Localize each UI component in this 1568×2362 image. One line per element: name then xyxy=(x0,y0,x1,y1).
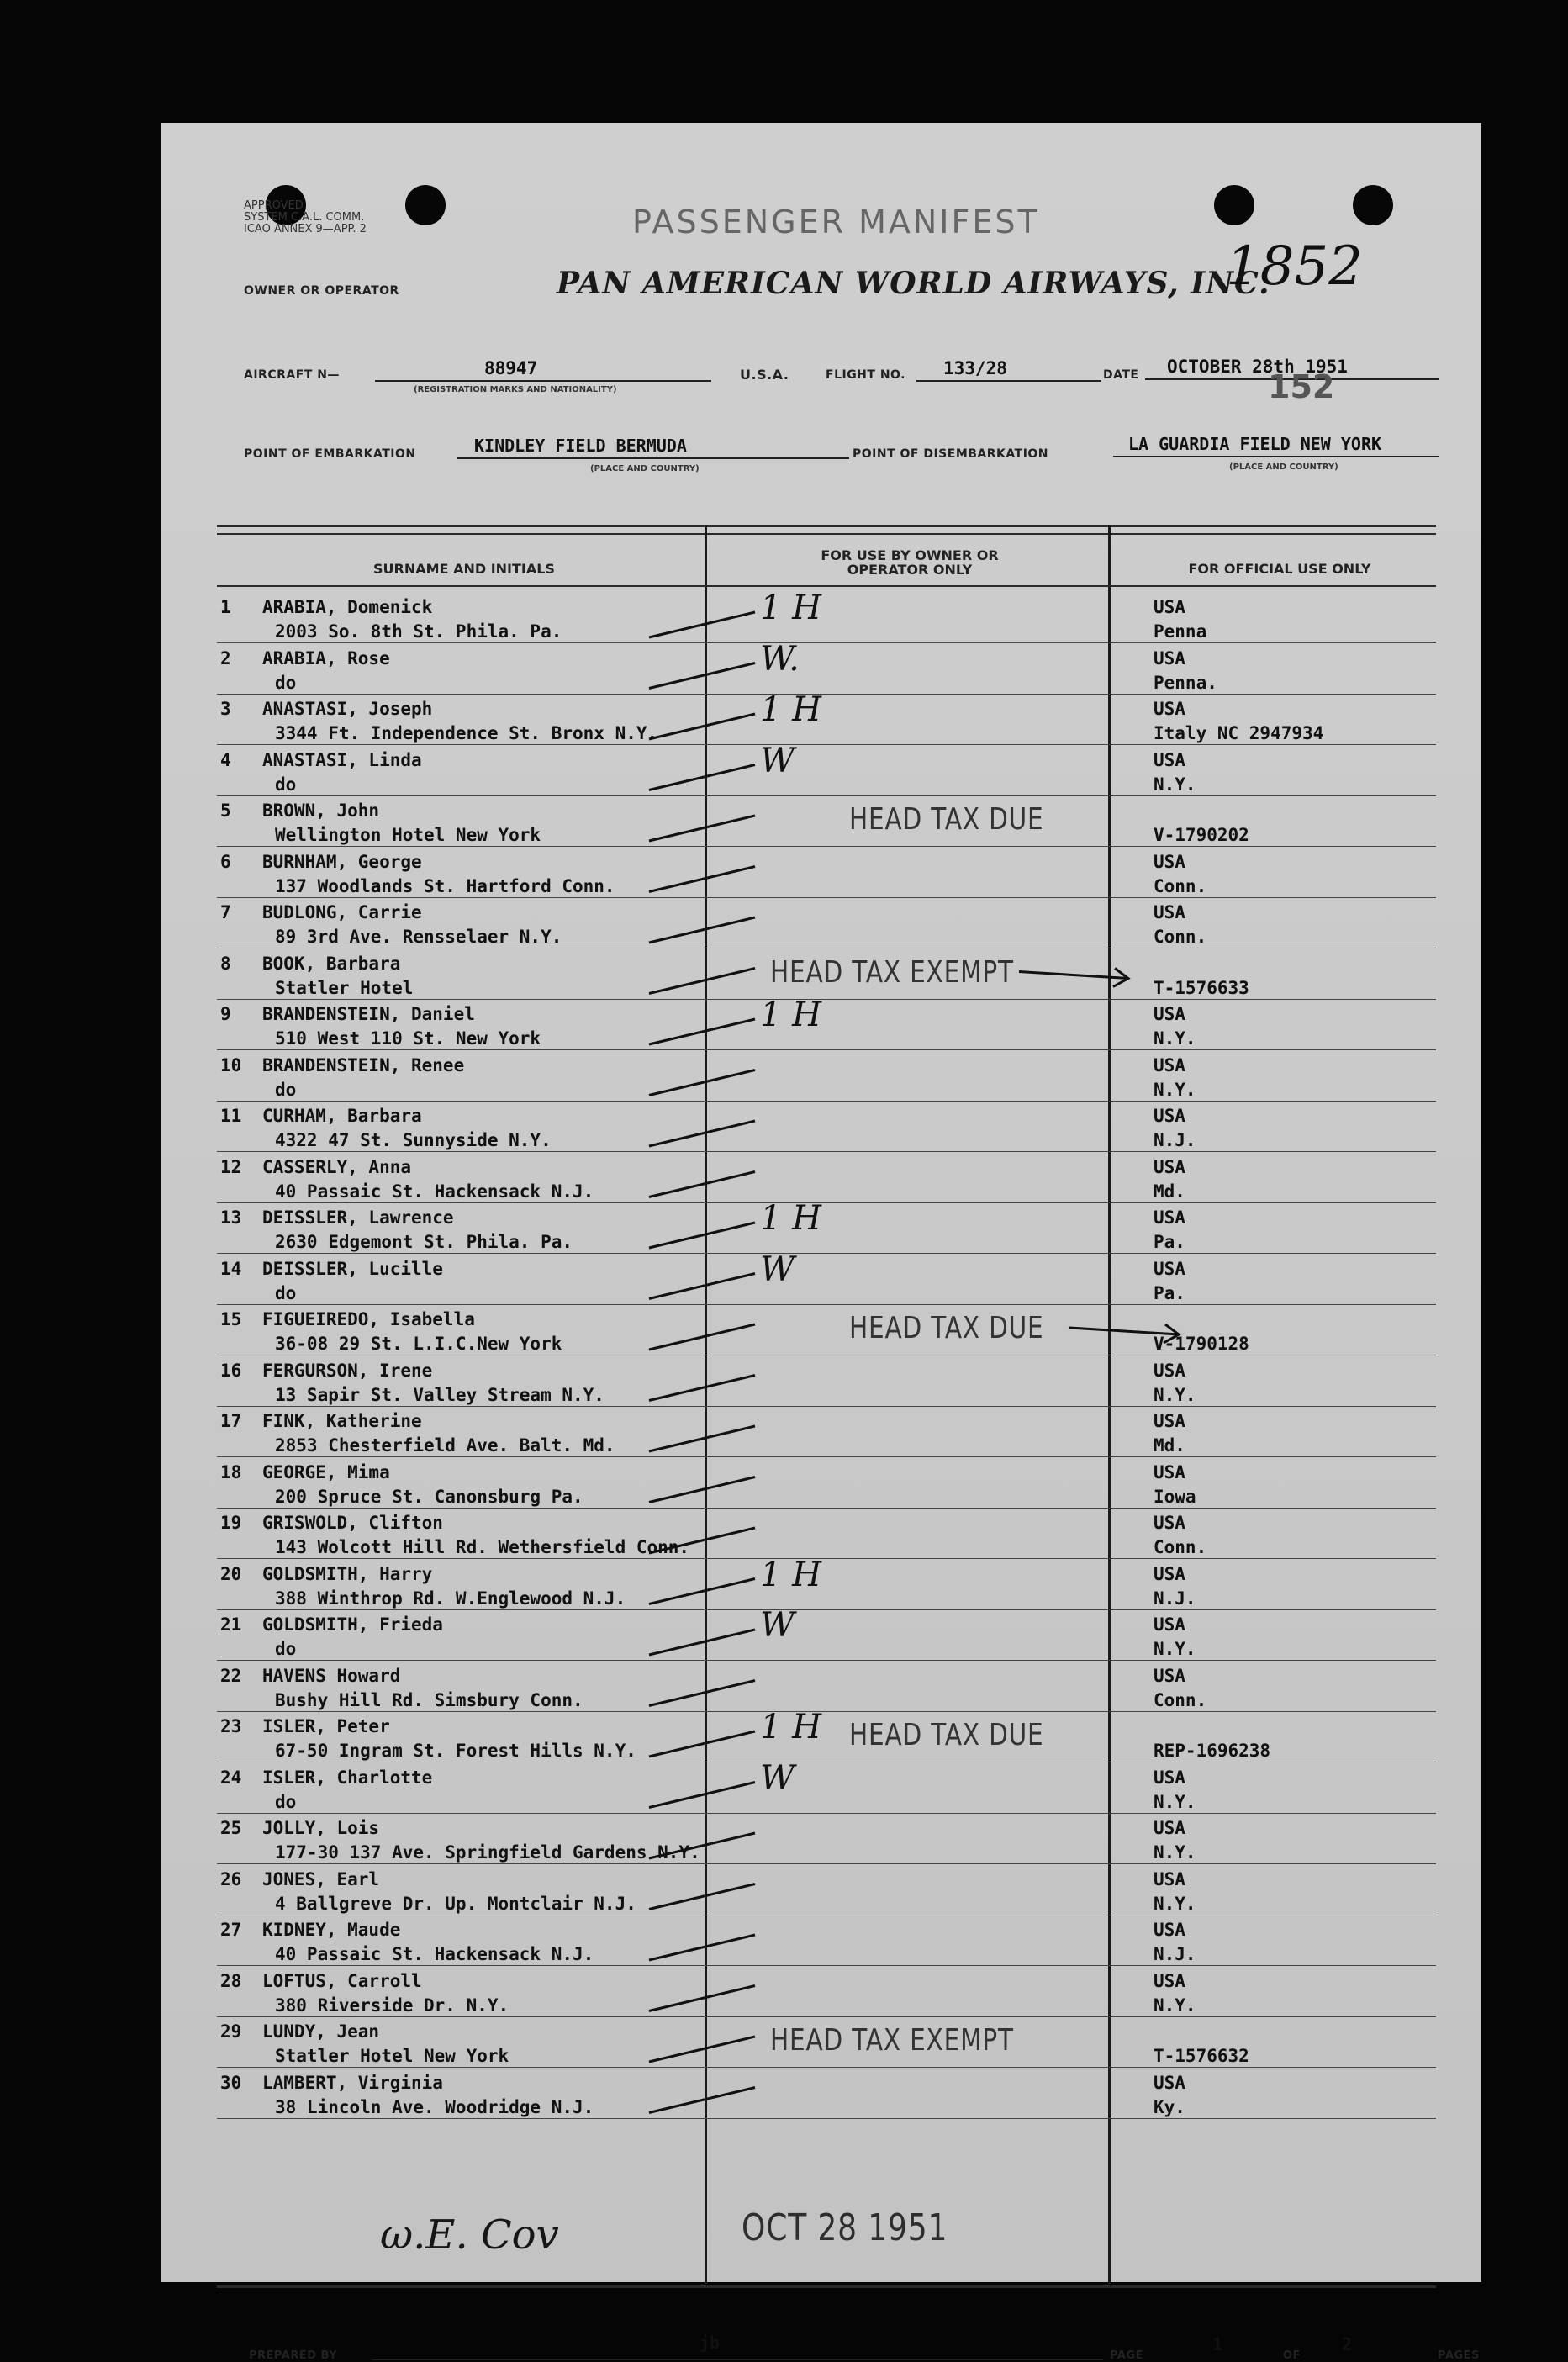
check-stroke xyxy=(649,1833,755,1858)
official-nationality: USA xyxy=(1154,749,1185,770)
row-number: 4 xyxy=(220,749,231,770)
passenger-name: BROWN, John xyxy=(262,801,380,821)
official-nationality: USA xyxy=(1154,1818,1185,1838)
official-nationality: USA xyxy=(1154,1767,1185,1788)
passenger-name: CURHAM, Barbara xyxy=(262,1106,422,1126)
head-tax-stamp: HEAD TAX DUE xyxy=(849,1718,1044,1752)
handwritten-mark: 1 H xyxy=(760,996,822,1034)
handwritten-mark: 1 H xyxy=(760,690,822,729)
official-residence: Conn. xyxy=(1154,875,1207,896)
official-nationality: USA xyxy=(1154,699,1185,719)
passenger-address: 137 Woodlands St. Hartford Conn. xyxy=(275,875,615,896)
official-residence: Pa. xyxy=(1154,1282,1185,1303)
official-residence: N.J. xyxy=(1154,1588,1196,1609)
passenger-address: do xyxy=(275,1282,297,1303)
official-nationality: USA xyxy=(1154,597,1185,617)
airline-name: PAN AMERICAN WORLD AIRWAYS, INC. xyxy=(557,266,1270,301)
passenger-name: GOLDSMITH, Harry xyxy=(262,1563,433,1584)
check-stroke xyxy=(649,1223,755,1248)
row-number: 29 xyxy=(220,2021,242,2042)
check-stroke xyxy=(649,917,755,943)
passenger-name: BRANDENSTEIN, Daniel xyxy=(262,1004,475,1024)
passenger-address: do xyxy=(275,774,297,795)
row-number: 5 xyxy=(220,801,231,821)
handwritten-mark: W xyxy=(760,1606,795,1645)
row-number: 28 xyxy=(220,1970,242,1991)
official-nationality: USA xyxy=(1154,1563,1185,1584)
passenger-name: ISLER, Charlotte xyxy=(262,1767,433,1788)
official-nationality: USA xyxy=(1154,1156,1185,1177)
handwritten-mark: 1 H xyxy=(760,1555,822,1594)
official-residence: Penna. xyxy=(1154,672,1217,693)
row-number: 13 xyxy=(220,1207,242,1228)
official-nationality: USA xyxy=(1154,1258,1185,1279)
passenger-address: 38 Lincoln Ave. Woodridge N.J. xyxy=(275,2096,594,2117)
row-number: 14 xyxy=(220,1258,242,1279)
passenger-name: LAMBERT, Virginia xyxy=(262,2072,443,2093)
row-number: 24 xyxy=(220,1767,242,1788)
check-stroke xyxy=(649,765,755,790)
check-stroke xyxy=(649,2088,755,2113)
passenger-address: do xyxy=(275,1079,297,1100)
check-stroke xyxy=(649,1019,755,1044)
row-number: 3 xyxy=(220,699,231,719)
check-stroke xyxy=(649,1986,755,2011)
official-nationality: USA xyxy=(1154,1411,1185,1431)
owner-label: OWNER OR OPERATOR xyxy=(244,284,399,298)
official-residence: N.Y. xyxy=(1154,1028,1196,1049)
official-nationality: USA xyxy=(1154,1106,1185,1126)
handwritten-corner-number: 1852 xyxy=(1226,235,1363,298)
passenger-name: LUNDY, Jean xyxy=(262,2021,380,2042)
passenger-name: FINK, Katherine xyxy=(262,1411,422,1431)
check-stroke xyxy=(649,1935,755,1960)
official-nationality: USA xyxy=(1154,902,1185,922)
check-stroke xyxy=(649,1783,755,1808)
row-number: 16 xyxy=(220,1360,242,1381)
official-residence: T-1576632 xyxy=(1154,2046,1249,2066)
page-label: PAGE xyxy=(1110,2349,1143,2362)
handwritten-mark: W xyxy=(760,1758,795,1798)
passenger-name: ANASTASI, Linda xyxy=(262,749,422,770)
official-nationality: USA xyxy=(1154,1868,1185,1889)
passenger-name: JONES, Earl xyxy=(262,1868,380,1889)
pages-label: PAGES xyxy=(1438,2349,1480,2362)
official-residence: N.J. xyxy=(1154,1130,1196,1150)
official-residence: N.Y. xyxy=(1154,1842,1196,1863)
passenger-address: 510 West 110 St. New York xyxy=(275,1028,541,1049)
check-stroke xyxy=(649,714,755,739)
passenger-address: 177-30 137 Ave. Springfield Gardens N.Y. xyxy=(275,1842,700,1863)
manifest-sheet xyxy=(161,123,1481,2362)
check-stroke xyxy=(649,1172,755,1197)
official-residence: N.J. xyxy=(1154,1944,1196,1964)
passenger-name: BUDLONG, Carrie xyxy=(262,902,422,922)
official-residence: N.Y. xyxy=(1154,774,1196,795)
check-stroke xyxy=(649,1376,755,1401)
official-nationality: USA xyxy=(1154,1970,1185,1991)
row-number: 12 xyxy=(220,1156,242,1177)
passenger-name: JOLLY, Lois xyxy=(262,1818,380,1838)
row-number: 9 xyxy=(220,1004,231,1024)
passenger-address: do xyxy=(275,1639,297,1659)
passenger-address: Wellington Hotel New York xyxy=(275,825,541,845)
row-number: 6 xyxy=(220,851,231,872)
passenger-name: ARABIA, Domenick xyxy=(262,597,433,617)
passenger-address: 388 Winthrop Rd. W.Englewood N.J. xyxy=(275,1588,626,1609)
check-stroke xyxy=(649,1324,755,1350)
passenger-name: KIDNEY, Maude xyxy=(262,1920,401,1940)
passenger-address: do xyxy=(275,672,297,693)
passenger-address: 67-50 Ingram St. Forest Hills N.Y. xyxy=(275,1741,636,1761)
check-stroke xyxy=(649,1477,755,1503)
passenger-address: Statler Hotel xyxy=(275,977,414,998)
check-stroke xyxy=(649,2037,755,2062)
passenger-name: ANASTASI, Joseph xyxy=(262,699,433,719)
handwritten-mark: W xyxy=(760,741,795,780)
row-number: 22 xyxy=(220,1665,242,1686)
column-header-owner-use: FOR USE BY OWNER OR OPERATOR ONLY xyxy=(821,547,999,578)
head-tax-stamp: HEAD TAX EXEMPT xyxy=(770,954,1014,990)
official-residence: Penna xyxy=(1154,621,1207,642)
row-number: 25 xyxy=(220,1818,242,1838)
official-residence: T-1576633 xyxy=(1154,977,1249,998)
passenger-name: CASSERLY, Anna xyxy=(262,1156,412,1177)
official-residence: Md. xyxy=(1154,1181,1185,1202)
approval-note: APPROVED SYSTEM C.A.L. COMM. ICAO ANNEX 9—APP. 2 xyxy=(244,199,367,235)
official-residence: V-1790128 xyxy=(1154,1334,1249,1354)
passenger-name: DEISSLER, Lawrence xyxy=(262,1207,454,1228)
row-number: 7 xyxy=(220,902,231,922)
head-tax-stamp: HEAD TAX DUE xyxy=(849,1311,1044,1345)
check-stroke xyxy=(649,1731,755,1757)
column-header-surname: SURNAME AND INITIALS xyxy=(373,561,555,577)
check-stroke xyxy=(649,1630,755,1655)
official-residence: V-1790202 xyxy=(1154,825,1249,845)
flight-number: 133/28 xyxy=(943,358,1007,378)
of-label: OF xyxy=(1283,2349,1301,2362)
handwritten-mark: 1 H xyxy=(760,1199,822,1238)
passenger-name: GRISWOLD, Clifton xyxy=(262,1513,443,1533)
passenger-address: Statler Hotel New York xyxy=(275,2046,509,2066)
official-residence: Iowa xyxy=(1154,1486,1196,1507)
row-number: 10 xyxy=(220,1054,242,1075)
check-stroke xyxy=(649,1528,755,1553)
check-stroke xyxy=(649,1681,755,1706)
flight-label: FLIGHT NO. xyxy=(826,368,905,382)
official-nationality: USA xyxy=(1154,647,1185,668)
official-residence: REP-1696238 xyxy=(1154,1741,1271,1761)
head-tax-stamp: HEAD TAX EXEMPT xyxy=(770,2023,1014,2058)
check-stroke xyxy=(649,1426,755,1451)
official-residence: Conn. xyxy=(1154,1689,1207,1710)
disembark-place-note: (PLACE AND COUNTRY) xyxy=(1229,462,1338,472)
flight-date: OCTOBER 28th 1951 xyxy=(1167,357,1348,377)
row-number: 1 xyxy=(220,597,231,617)
official-residence: Pa. xyxy=(1154,1232,1185,1252)
pen-check-marks xyxy=(161,123,1481,2282)
check-stroke xyxy=(649,1121,755,1146)
passenger-name: BOOK, Barbara xyxy=(262,953,401,974)
arrow-mark xyxy=(1019,969,1128,987)
check-stroke xyxy=(649,1884,755,1910)
official-nationality: USA xyxy=(1154,1054,1185,1075)
check-stroke xyxy=(649,663,755,689)
passenger-address: 380 Riverside Dr. N.Y. xyxy=(275,1995,509,2016)
arrow-mark xyxy=(1069,1324,1179,1343)
passenger-address: Bushy Hill Rd. Simsbury Conn. xyxy=(275,1689,583,1710)
passenger-address: 13 Sapir St. Valley Stream N.Y. xyxy=(275,1384,604,1405)
bottom-date-stamp: OCT 28 1951 xyxy=(742,2206,948,2249)
official-nationality: USA xyxy=(1154,2072,1185,2093)
check-stroke xyxy=(649,1070,755,1096)
signature-scrawl: ω.E. Cov xyxy=(380,2211,559,2259)
check-stroke xyxy=(649,1274,755,1299)
disembark-label: POINT OF DISEMBARKATION xyxy=(853,447,1049,461)
official-residence: N.Y. xyxy=(1154,1639,1196,1659)
official-nationality: USA xyxy=(1154,1513,1185,1533)
embark-place-note: (PLACE AND COUNTRY) xyxy=(590,464,700,473)
official-nationality: USA xyxy=(1154,1207,1185,1228)
manifest-title: PASSENGER MANIFEST xyxy=(632,203,1040,240)
row-number: 21 xyxy=(220,1614,242,1635)
row-number: 20 xyxy=(220,1563,242,1584)
usa-label: U.S.A. xyxy=(740,367,789,383)
check-stroke xyxy=(649,612,755,637)
pages-total: 2 xyxy=(1342,2334,1353,2354)
prepared-label: PREPARED BY xyxy=(249,2349,338,2362)
official-residence: Ky. xyxy=(1154,2096,1185,2117)
registration-note: (REGISTRATION MARKS AND NATIONALITY) xyxy=(414,385,617,394)
passenger-address: 2630 Edgemont St. Phila. Pa. xyxy=(275,1232,573,1252)
handwritten-mark: 1 H xyxy=(760,589,822,627)
official-nationality: USA xyxy=(1154,1920,1185,1940)
row-number: 26 xyxy=(220,1868,242,1889)
handwritten-mark: W. xyxy=(760,639,800,679)
passenger-address: 4322 47 St. Sunnyside N.Y. xyxy=(275,1130,552,1150)
row-number: 15 xyxy=(220,1309,242,1329)
table-bottom-rule xyxy=(217,2285,1436,2288)
passenger-name: ARABIA, Rose xyxy=(262,647,390,668)
official-residence: Conn. xyxy=(1154,927,1207,947)
passenger-address: 89 3rd Ave. Rensselaer N.Y. xyxy=(275,927,562,947)
page-number: 1 xyxy=(1212,2334,1223,2354)
row-number: 11 xyxy=(220,1106,242,1126)
passenger-address: 36-08 29 St. L.I.C.New York xyxy=(275,1334,562,1354)
official-nationality: USA xyxy=(1154,1665,1185,1686)
passenger-name: HAVENS Howard xyxy=(262,1665,401,1686)
official-residence: N.Y. xyxy=(1154,1079,1196,1100)
official-nationality: USA xyxy=(1154,1360,1185,1381)
check-stroke xyxy=(649,816,755,841)
official-residence: N.Y. xyxy=(1154,1995,1196,2016)
passenger-address: 143 Wolcott Hill Rd. Wethersfield Conn. xyxy=(275,1537,690,1557)
official-nationality: USA xyxy=(1154,851,1185,872)
official-residence: N.Y. xyxy=(1154,1791,1196,1812)
embark-place: KINDLEY FIELD BERMUDA xyxy=(474,436,687,456)
passenger-name: ISLER, Peter xyxy=(262,1716,390,1736)
official-residence: Italy NC 2947934 xyxy=(1154,723,1324,743)
passenger-address: do xyxy=(275,1791,297,1812)
embark-label: POINT OF EMBARKATION xyxy=(244,447,416,461)
row-number: 8 xyxy=(220,953,231,974)
official-nationality: USA xyxy=(1154,1614,1185,1635)
passenger-name: GEORGE, Mima xyxy=(262,1461,390,1482)
passenger-address: 3344 Ft. Independence St. Bronx N.Y. xyxy=(275,723,658,743)
handwritten-mark: W xyxy=(760,1250,795,1289)
passenger-address: 200 Spruce St. Canonsburg Pa. xyxy=(275,1486,583,1507)
passenger-name: DEISSLER, Lucille xyxy=(262,1258,443,1279)
official-residence: Md. xyxy=(1154,1435,1185,1456)
aircraft-number: 88947 xyxy=(484,358,538,378)
passenger-name: BURNHAM, George xyxy=(262,851,422,872)
passenger-name: FERGURSON, Irene xyxy=(262,1360,433,1381)
row-number: 23 xyxy=(220,1716,242,1736)
passenger-name: BRANDENSTEIN, Renee xyxy=(262,1054,465,1075)
check-stroke xyxy=(649,1579,755,1604)
row-number: 27 xyxy=(220,1920,242,1940)
row-number: 18 xyxy=(220,1461,242,1482)
official-residence: N.Y. xyxy=(1154,1893,1196,1914)
date-label: DATE xyxy=(1103,368,1139,382)
prepared-by: jb xyxy=(700,2333,721,2353)
aircraft-label: AIRCRAFT N— xyxy=(244,368,340,382)
official-residence: Conn. xyxy=(1154,1537,1207,1557)
official-nationality: USA xyxy=(1154,1004,1185,1024)
passenger-address: 2853 Chesterfield Ave. Balt. Md. xyxy=(275,1435,615,1456)
official-residence: N.Y. xyxy=(1154,1384,1196,1405)
stamped-number: 152 xyxy=(1268,368,1335,405)
passenger-name: LOFTUS, Carroll xyxy=(262,1970,422,1991)
passenger-name: FIGUEIREDO, Isabella xyxy=(262,1309,475,1329)
prepared-underline xyxy=(372,2359,1103,2360)
row-number: 17 xyxy=(220,1411,242,1431)
passenger-address: 40 Passaic St. Hackensack N.J. xyxy=(275,1944,594,1964)
row-number: 2 xyxy=(220,647,231,668)
head-tax-stamp: HEAD TAX DUE xyxy=(849,802,1044,837)
check-stroke xyxy=(649,969,755,994)
passenger-address: 4 Ballgreve Dr. Up. Montclair N.J. xyxy=(275,1893,636,1914)
handwritten-mark: 1 H xyxy=(760,1708,822,1746)
disembark-place: LA GUARDIA FIELD NEW YORK xyxy=(1128,434,1382,454)
official-nationality: USA xyxy=(1154,1461,1185,1482)
passenger-address: 2003 So. 8th St. Phila. Pa. xyxy=(275,621,562,642)
passenger-address: 40 Passaic St. Hackensack N.J. xyxy=(275,1181,594,1202)
check-stroke xyxy=(649,867,755,892)
row-number: 19 xyxy=(220,1513,242,1533)
row-number: 30 xyxy=(220,2072,242,2093)
column-header-official: FOR OFFICIAL USE ONLY xyxy=(1188,561,1371,577)
passenger-name: GOLDSMITH, Frieda xyxy=(262,1614,443,1635)
